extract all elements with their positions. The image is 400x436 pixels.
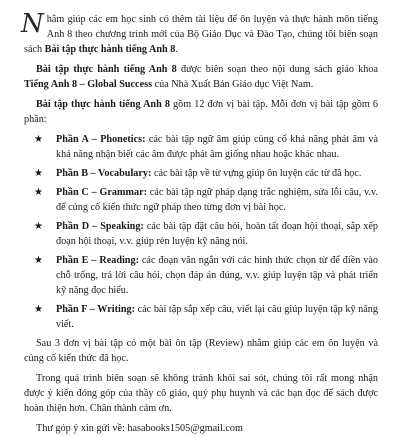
contact-line bbox=[24, 421, 378, 436]
list-item: ★ Phần A – Phonetics: các bài tập ngữ âm giúp củng cố khả năng phát âm và khả năng nhận biết các âm được phát âm giống nhau hoặc khác nhau. bbox=[34, 134, 378, 160]
list-item: ★ Phần B – Vocabulary: các bài tập về từ vựng giúp ôn luyện các từ đã học. bbox=[34, 168, 362, 179]
book-title: Bài tập thực hành tiếng Anh 8 bbox=[36, 64, 177, 75]
intro-text: hằm giúp các em học sinh có thêm tài liệu để ôn luyện và thực hành môn tiếng Anh 8 theo chương trình mới của Bộ Giáo Dục và Đào Tạo, chúng tôi biên soạn sách bbox=[24, 14, 378, 55]
book-title: Bài tập thực hành tiếng Anh 8 bbox=[44, 44, 176, 55]
star-icon: ★ bbox=[34, 304, 43, 315]
dropcap-letter: N bbox=[21, 9, 44, 39]
star-icon: ★ bbox=[34, 255, 43, 266]
paragraph-textbook: Bài tập thực hành tiếng Anh 8 được biên soạn theo nội dung sách giáo khoa Tiếng Anh 8 – Global Success của Nhà Xuất Bản Giáo dục Việt Nam. bbox=[24, 64, 378, 90]
list-item: ★ Phần D – Speaking: các bài tập đặt câu hỏi, hoàn tất đoạn hội thoại, sắp xếp đoạn hội thoại, v.v. giúp rèn luyện kỹ năng nói. bbox=[34, 221, 378, 247]
star-icon: ★ bbox=[34, 221, 43, 232]
paragraph-structure: Bài tập thực hành tiếng Anh 8 gồm 12 đơn vị bài tập. Mỗi đơn vị bài tập gồm 6 phần: bbox=[24, 99, 378, 125]
star-icon: ★ bbox=[34, 134, 43, 145]
list-item: ★ Phần C – Grammar: các bài tập ngữ pháp dạng trắc nghiệm, sửa lỗi câu, v.v. để củng cố kiến thức ngữ pháp theo từng đơn vị bài học. bbox=[34, 187, 379, 213]
textbook-name: Tiếng Anh 8 – Global Success bbox=[24, 79, 153, 90]
paragraph-feedback: Trong quá trình biên soạn sẽ không tránh khỏi sai sót, chúng tôi rất mong nhận được ý kiến đóng góp của thầy cô giáo, quý phụ huynh và các bạn đọc để sách được hoàn thiện hơn. Chân thành cảm ơn. bbox=[24, 373, 378, 414]
star-icon: ★ bbox=[34, 187, 43, 198]
list-item: ★ Phần E – Reading: các đoạn văn ngắn với các hình thức chọn từ để điền vào chỗ trống, trả lời câu hỏi, chọn đáp án đúng, v.v. giúp luyện tập và phát triển kỹ năng đọc hiểu. bbox=[34, 255, 378, 296]
star-icon: ★ bbox=[34, 168, 43, 179]
email-address: hasabooks1505@gmail.com bbox=[127, 423, 243, 434]
intro-paragraph: Nhằm giúp các em học sinh có thêm tài liệu để ôn luyện và thực hành môn tiếng Anh 8 theo chương trình mới của Bộ Giáo Dục và Đào Tạo, chúng tôi biên soạn sách Bài tập thực hành tiếng Anh 8. bbox=[21, 9, 378, 55]
contact-label: Thư góp ý xin gửi về: bbox=[36, 423, 128, 434]
parts-list bbox=[24, 132, 378, 332]
paragraph-review: Sau 3 đơn vị bài tập có một bài ôn tập (Review) nhằm giúp các em ôn luyện và củng cố kiến thức đã học. bbox=[24, 338, 378, 364]
book-title: Bài tập thực hành tiếng Anh 8 bbox=[36, 99, 170, 110]
list-item: ★ Phần F – Writing: các bài tập sắp xếp câu, viết lại câu giúp luyện tập kỹ năng viết. bbox=[34, 304, 378, 330]
